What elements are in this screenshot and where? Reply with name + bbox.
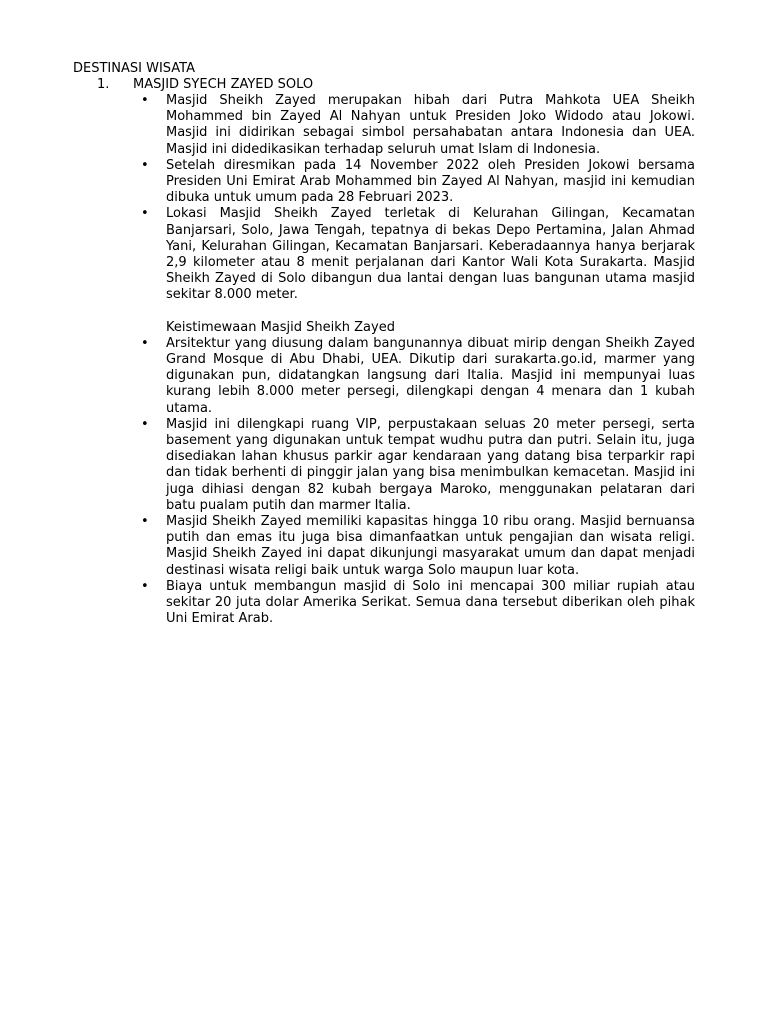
list-item-text: Masjid ini dilengkapi ruang VIP, perpustakaan seluas 20 meter persegi, serta basement yang digunakan untuk tempat wudhu putra dan putri. Selain itu, juga disediakan lahan khusus parkir agar kendaraan yang datang bisa terparkir rapi dan tidak berhenti di pinggir jalan yang bisa menimbulkan kemacetan. Masjid ini juga dihiasi dengan 82 kubah bergaya Maroko, menggunakan pelataran dari batu pualam putih dan marmer Italia. <box>166 416 695 513</box>
intro-bullet-list <box>73 93 695 304</box>
list-item-text: Setelah diresmikan pada 14 November 2022 oleh Presiden Jokowi bersama Presiden Uni Emirat Arab Mohammed bin Zayed Al Nahyan, masjid ini kemudian dibuka untuk umum pada 28 Februari 2023. <box>166 157 695 206</box>
list-item-text: Masjid Sheikh Zayed memiliki kapasitas hingga 10 ribu orang. Masjid bernuansa putih dan emas itu juga bisa dimanfaatkan untuk pengajian dan wisata religi. Masjid Sheikh Zayed ini dapat dikunjungi masyarakat umum dan dapat menjadi destinasi wisata religi baik untuk warga Solo maupun luar kota. <box>166 514 695 578</box>
list-item <box>73 158 695 207</box>
features-bullet-list <box>73 336 695 628</box>
section-masjid <box>73 77 695 628</box>
bullet-icon: • <box>141 335 149 351</box>
bullet-icon: • <box>141 514 149 530</box>
section-number: 1. <box>97 77 110 92</box>
features-subheading: Keistimewaan Masjid Sheikh Zayed <box>166 319 395 335</box>
section-title <box>73 77 695 93</box>
list-item-text: Arsitektur yang diusung dalam bangunannya dibuat mirip dengan Sheikh Zayed Grand Mosque di Abu Dhabi, UEA. Dikutip dari surakarta.go.id, marmer yang digunakan pun, didatangkan langsung dari Italia. Masjid ini mempunyai luas kurang lebih 8.000 meter persegi, dilengkapi dengan 4 menara dan 1 kubah utama. <box>166 335 695 416</box>
list-item <box>73 417 695 514</box>
list-item-text: Masjid Sheikh Zayed merupakan hibah dari Putra Mahkota UEA Sheikh Mohammed bin Zayed Al Nahyan untuk Presiden Joko Widodo atau Jokowi. Masjid ini didirikan sebagai simbol persahabatan antara Indonesia dan UEA. Masjid ini didedikasikan terhadap seluruh umat Islam di Indonesia. <box>166 93 695 157</box>
list-item <box>73 514 695 579</box>
list-item-text: Lokasi Masjid Sheikh Zayed terletak di Kelurahan Gilingan, Kecamatan Banjarsari, Solo, Jawa Tengah, tepatnya di bekas Depo Pertamina, Jalan Ahmad Yani, Kelurahan Gilingan, Kecamatan Banjarsari. Keberadaannya hanya berjarak 2,9 kilometer atau 8 menit perjalanan dari Kantor Wali Kota Surakarta. Masjid Sheikh Zayed di Solo dibangun dua lantai dengan luas bangunan utama masjid sekitar 8.000 meter. <box>166 206 695 303</box>
bullet-icon: • <box>141 206 149 222</box>
bullet-icon: • <box>141 93 149 108</box>
list-item <box>73 336 695 417</box>
bullet-icon: • <box>141 157 149 173</box>
list-item-text: Biaya untuk membangun masjid di Solo ini mencapai 300 miliar rupiah atau sekitar 20 juta dolar Amerika Serikat. Semua dana tersebut diberikan oleh pihak Uni Emirat Arab. <box>166 578 695 627</box>
document-heading: DESTINASI WISATA <box>73 61 195 76</box>
list-item <box>73 93 695 158</box>
list-item <box>73 206 695 303</box>
section-title-text: MASJID SYECH ZAYED SOLO <box>133 77 314 92</box>
bullet-icon: • <box>141 578 149 594</box>
bullet-icon: • <box>141 416 149 432</box>
list-item <box>73 579 695 628</box>
